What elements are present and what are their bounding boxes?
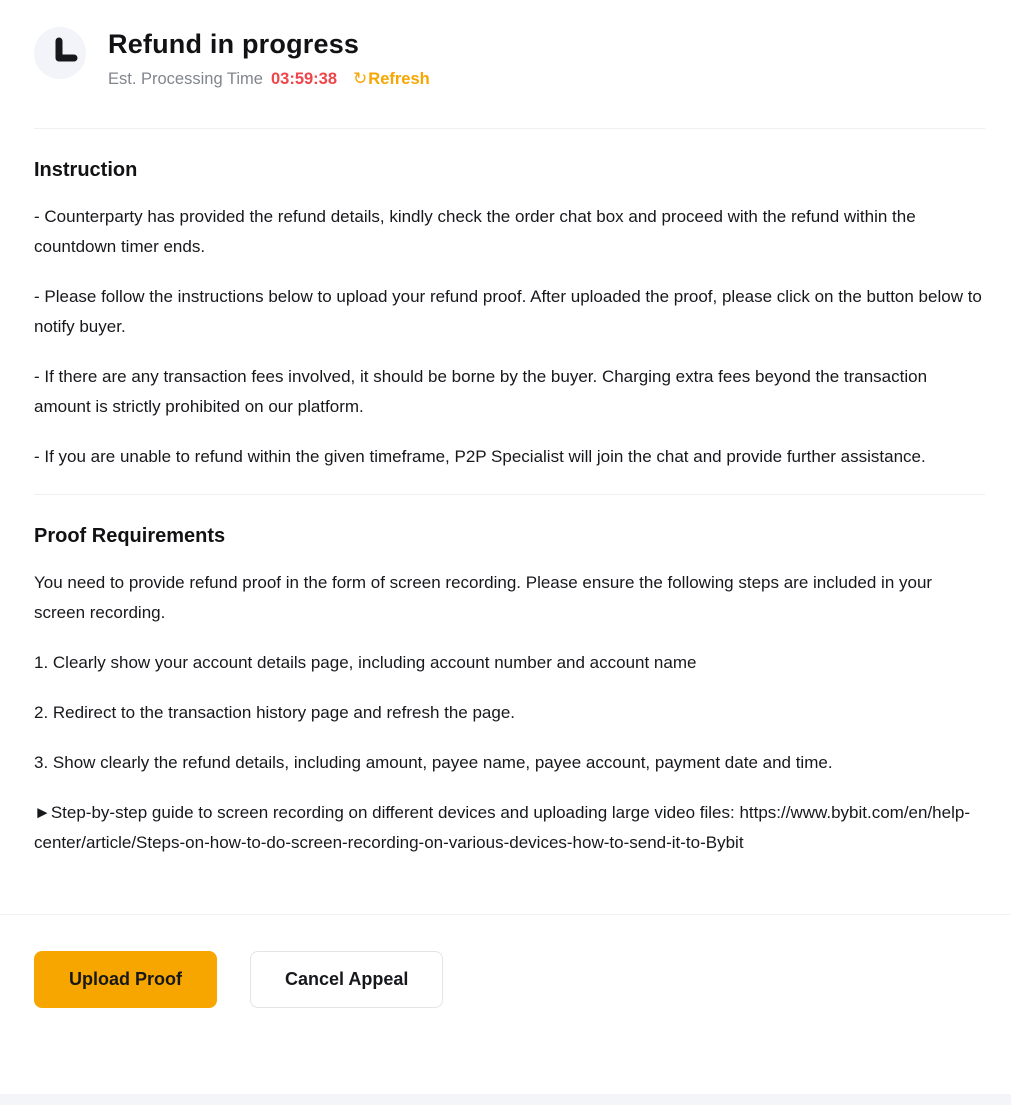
proof-step: 2. Redirect to the transaction history page and refresh the page. <box>34 703 516 722</box>
bottom-scroll-track <box>0 1094 1011 1105</box>
page-title: Refund in progress <box>108 29 360 59</box>
section-divider <box>34 494 985 495</box>
footer-actions <box>0 915 1011 1008</box>
refresh-button[interactable] <box>353 68 430 90</box>
proof-requirements-heading: Proof Requirements <box>34 525 226 547</box>
instruction-paragraph: - Counterparty has provided the refund details, kindly check the order chat box and proceed with the refund within the countdown timer ends. <box>34 207 916 256</box>
processing-time-label: Est. Processing Time <box>108 70 263 88</box>
instruction-paragraph: - If you are unable to refund within the given timeframe, P2P Specialist will join the chat and provide further assistance. <box>34 447 926 466</box>
proof-intro: You need to provide refund proof in the form of screen recording. Please ensure the following steps are included in your screen recording. <box>34 573 933 622</box>
cancel-appeal-button[interactable]: Cancel Appeal <box>250 951 443 1008</box>
instruction-paragraph: - If there are any transaction fees involved, it should be borne by the buyer. Charging extra fees beyond the transaction amount is strictly prohibited on our platform. <box>34 367 928 416</box>
proof-step: 3. Show clearly the refund details, including amount, payee name, payee account, payment date and time. <box>34 753 833 772</box>
clock-icon <box>34 27 86 79</box>
instruction-paragraph: - Please follow the instructions below to upload your refund proof. After uploaded the proof, please click on the button below to notify buyer. <box>34 287 982 336</box>
header-divider <box>34 128 985 129</box>
upload-proof-button[interactable]: Upload Proof <box>34 951 217 1008</box>
header <box>0 0 1011 90</box>
refresh-label: Refresh <box>368 70 430 88</box>
proof-step: 1. Clearly show your account details page, including account number and account name <box>34 653 697 672</box>
processing-time-row <box>108 68 430 90</box>
header-text <box>108 27 430 90</box>
countdown-timer: 03:59:38 <box>270 70 338 88</box>
refresh-icon: ↻ <box>353 69 368 88</box>
instruction-heading: Instruction <box>34 159 138 181</box>
instruction-section <box>0 159 1011 472</box>
proof-requirements-section <box>0 525 1011 858</box>
proof-guide-link-text: ►Step-by-step guide to screen recording on different devices and uploading large video files: https://www.bybit.com/en/help-center/article/Steps-on-how-to-do-screen-recording-on-various-devices-how-to-send-it-to-Bybit <box>34 803 970 852</box>
